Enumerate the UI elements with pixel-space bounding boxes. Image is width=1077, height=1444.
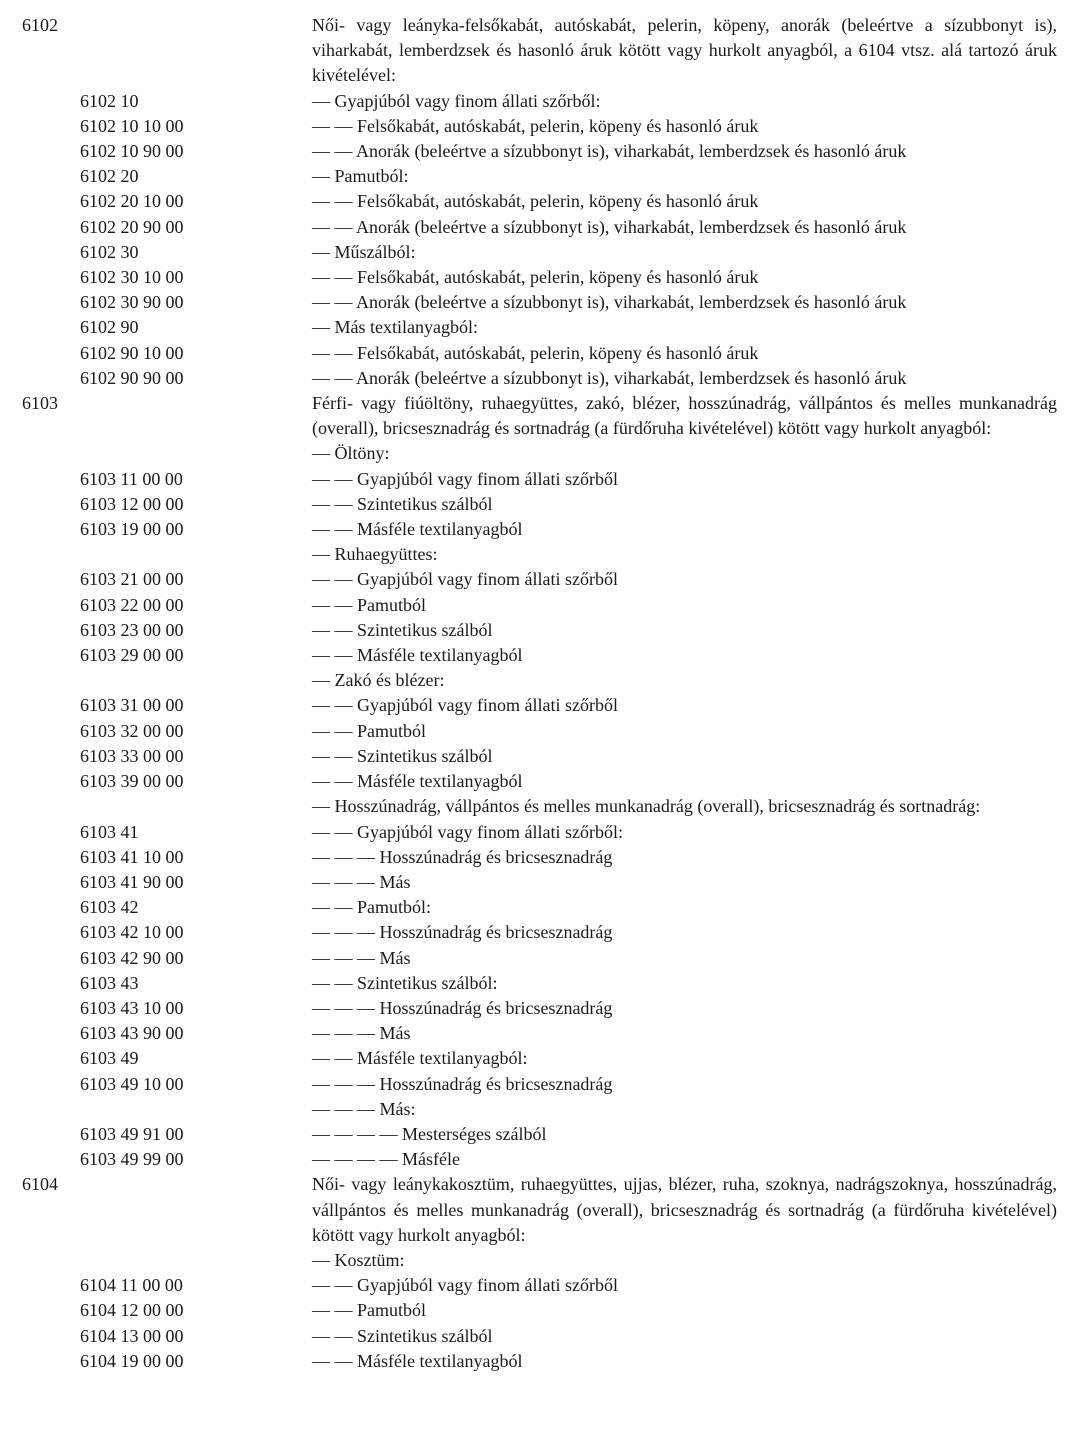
tariff-row [0,845,1077,870]
tariff-code: 6102 30 10 00 [80,267,184,288]
tariff-code: 6103 43 10 00 [80,997,184,1018]
tariff-row [0,1147,1077,1172]
tariff-description: — — — Hosszúnadrág és bricsesznadrág [312,997,613,1018]
tariff-description: — — Felsőkabát, autóskabát, pelerin, köpeny és hasonló áruk [312,191,759,212]
tariff-code: 6103 42 10 00 [80,922,184,943]
tariff-description: — — Felsőkabát, autóskabát, pelerin, köpeny és hasonló áruk [312,267,759,288]
tariff-code: 6102 10 10 00 [80,115,184,136]
tariff-row [0,567,1077,592]
tariff-row [0,1273,1077,1298]
tariff-description: — — Gyapjúból vagy finom állati szőrből [312,695,618,716]
tariff-code: 6104 12 00 00 [80,1300,184,1321]
tariff-code: 6104 [22,1174,58,1195]
tariff-code: 6103 21 00 00 [80,569,184,590]
tariff-description: — — Gyapjúból vagy finom állati szőrből [312,1275,618,1296]
tariff-code: 6103 41 [80,821,139,842]
tariff-row [0,542,1077,567]
tariff-row [0,643,1077,668]
tariff-description: — — — Más [312,947,411,968]
tariff-description: — — Szintetikus szálból [312,745,493,766]
tariff-code: 6103 49 [80,1048,139,1069]
tariff-description: — Zakó és blézer: [312,670,445,691]
tariff-row [0,492,1077,517]
tariff-description: Női- vagy leánykakosztüm, ruhaegyüttes, ujjas, blézer, ruha, szoknya, nadrágszoknya, hosszúnadrág, vállpántos és melles munkanadrág (overall), bricsesznadrág és sortnadrág (a fürdőruha kivételével) kötött vagy hurkolt anyagból: [312,1174,1057,1245]
tariff-code: 6104 19 00 00 [80,1350,184,1371]
tariff-code: 6102 90 [80,317,139,338]
tariff-code: 6103 23 00 00 [80,619,184,640]
tariff-code: 6103 42 90 00 [80,947,184,968]
tariff-row [0,769,1077,794]
tariff-code: 6102 30 90 00 [80,292,184,313]
tariff-code: 6103 42 [80,897,139,918]
tariff-row [0,315,1077,340]
tariff-description: — — — Más [312,1023,411,1044]
tariff-description: — — Szintetikus szálból [312,493,493,514]
tariff-code: 6103 22 00 00 [80,594,184,615]
tariff-row [0,139,1077,164]
tariff-description: — Pamutból: [312,166,409,187]
tariff-code: 6102 20 10 00 [80,191,184,212]
tariff-row [0,240,1077,265]
tariff-description: — — Másféle textilanyagból [312,1350,523,1371]
tariff-code: 6103 39 00 00 [80,771,184,792]
tariff-description: — — — Más [312,871,411,892]
tariff-row [0,1021,1077,1046]
tariff-row [0,693,1077,718]
tariff-description: — Kosztüm: [312,1249,405,1270]
tariff-row [0,164,1077,189]
tariff-row [0,441,1077,466]
tariff-row [0,391,1077,441]
tariff-row [0,870,1077,895]
tariff-row [0,946,1077,971]
tariff-row [0,719,1077,744]
tariff-description: — — Felsőkabát, autóskabát, pelerin, köpeny és hasonló áruk [312,342,759,363]
tariff-description: — — — Más: [312,1098,416,1119]
tariff-row [0,744,1077,769]
tariff-code: 6102 [22,15,58,35]
tariff-code: 6103 43 90 00 [80,1023,184,1044]
tariff-row [0,1324,1077,1349]
tariff-row [0,996,1077,1021]
tariff-code: 6103 19 00 00 [80,519,184,540]
tariff-description: — — Szintetikus szálból: [312,972,498,993]
tariff-row [0,215,1077,240]
tariff-code: 6103 49 91 00 [80,1123,184,1144]
tariff-row [0,895,1077,920]
tariff-code: 6102 10 90 00 [80,141,184,162]
tariff-list [0,13,1077,1374]
tariff-description: — — — Hosszúnadrág és bricsesznadrág [312,922,613,943]
tariff-description: — — Pamutból [312,594,427,615]
tariff-row [0,618,1077,643]
tariff-code: 6103 32 00 00 [80,720,184,741]
tariff-code: 6102 90 10 00 [80,342,184,363]
tariff-row [0,1298,1077,1323]
tariff-description: — Műszálból: [312,241,416,262]
tariff-description: — — Anorák (beleértve a sízubbonyt is), viharkabát, lemberdzsek és hasonló áruk [312,292,907,313]
tariff-description: Női- vagy leányka-felsőkabát, autóskabát, pelerin, köpeny, anorák (beleértve a sízubbonyt is), viharkabát, lemberdzsek és hasonló áruk kötött vagy hurkolt anyagból, a 6104 vtsz. alá tartozó áruk kivételével: [312,15,1057,86]
tariff-description: — — — — Mesterséges szálból [312,1123,547,1144]
tariff-row [0,668,1077,693]
tariff-description: — — Másféle textilanyagból: [312,1048,528,1069]
tariff-code: 6102 90 90 00 [80,367,184,388]
tariff-description: — — Másféle textilanyagból [312,645,523,666]
tariff-row [0,89,1077,114]
tariff-description: — — Anorák (beleértve a sízubbonyt is), viharkabát, lemberdzsek és hasonló áruk [312,216,907,237]
tariff-code: 6103 [22,393,58,414]
tariff-description: — Más textilanyagból: [312,317,478,338]
tariff-description: — — Gyapjúból vagy finom állati szőrből: [312,821,623,842]
tariff-description: — — Anorák (beleértve a sízubbonyt is), viharkabát, lemberdzsek és hasonló áruk [312,141,907,162]
tariff-code: 6103 41 10 00 [80,846,184,867]
tariff-row [0,189,1077,214]
tariff-code: 6102 30 [80,241,139,262]
tariff-code: 6102 20 90 00 [80,216,184,237]
tariff-description: — — Anorák (beleértve a sízubbonyt is), viharkabát, lemberdzsek és hasonló áruk [312,367,907,388]
tariff-description: — Öltöny: [312,443,390,464]
tariff-description: — — Pamutból [312,1300,427,1321]
tariff-description: — — Pamutból [312,720,427,741]
tariff-code: 6103 49 10 00 [80,1073,184,1094]
tariff-row [0,517,1077,542]
tariff-code: 6102 20 [80,166,139,187]
tariff-description: Férfi- vagy fiúöltöny, ruhaegyüttes, zakó, blézer, hosszúnadrág, vállpántos és melles munkanadrág (overall), bricsesznadrág és sortnadrág (a fürdőruha kivételével) kötött vagy hurkolt anyagból: [312,393,1057,439]
tariff-code: 6104 11 00 00 [80,1275,183,1296]
tariff-row [0,1172,1077,1248]
tariff-row [0,366,1077,391]
tariff-row [0,13,1077,89]
tariff-description: — Ruhaegyüttes: [312,544,438,565]
tariff-description: — — Pamutból: [312,897,432,918]
tariff-description: — — Gyapjúból vagy finom állati szőrből [312,468,618,489]
tariff-code: 6103 11 00 00 [80,468,183,489]
tariff-row [0,1097,1077,1122]
tariff-row [0,341,1077,366]
tariff-row [0,794,1077,819]
tariff-row [0,593,1077,618]
tariff-code: 6103 43 [80,972,139,993]
tariff-code: 6103 49 99 00 [80,1149,184,1170]
tariff-code: 6103 12 00 00 [80,493,184,514]
tariff-description: — — Másféle textilanyagból [312,519,523,540]
tariff-row [0,290,1077,315]
tariff-row [0,114,1077,139]
tariff-description: — — — Hosszúnadrág és bricsesznadrág [312,846,613,867]
tariff-description: — — — Hosszúnadrág és bricsesznadrág [312,1073,613,1094]
tariff-row [0,1248,1077,1273]
tariff-row [0,1046,1077,1071]
tariff-row [0,1349,1077,1374]
tariff-code: 6103 41 90 00 [80,871,184,892]
tariff-row [0,820,1077,845]
tariff-row [0,1122,1077,1147]
tariff-code: 6103 29 00 00 [80,645,184,666]
tariff-description: — — — — Másféle [312,1149,460,1170]
tariff-code: 6102 10 [80,90,139,111]
tariff-row [0,971,1077,996]
tariff-code: 6104 13 00 00 [80,1325,184,1346]
tariff-description: — — Szintetikus szálból [312,1325,493,1346]
tariff-description: — Gyapjúból vagy finom állati szőrből: [312,90,601,111]
tariff-description: — — Másféle textilanyagból [312,771,523,792]
tariff-row [0,1072,1077,1097]
tariff-row [0,467,1077,492]
tariff-description: — — Szintetikus szálból [312,619,493,640]
tariff-code: 6103 31 00 00 [80,695,184,716]
tariff-description: — — Gyapjúból vagy finom állati szőrből [312,569,618,590]
tariff-row [0,920,1077,945]
tariff-code: 6103 33 00 00 [80,745,184,766]
tariff-description: — — Felsőkabát, autóskabát, pelerin, köpeny és hasonló áruk [312,115,759,136]
tariff-row [0,265,1077,290]
tariff-description: — Hosszúnadrág, vállpántos és melles munkanadrág (overall), bricsesznadrág és sortnadrág: [312,796,981,817]
